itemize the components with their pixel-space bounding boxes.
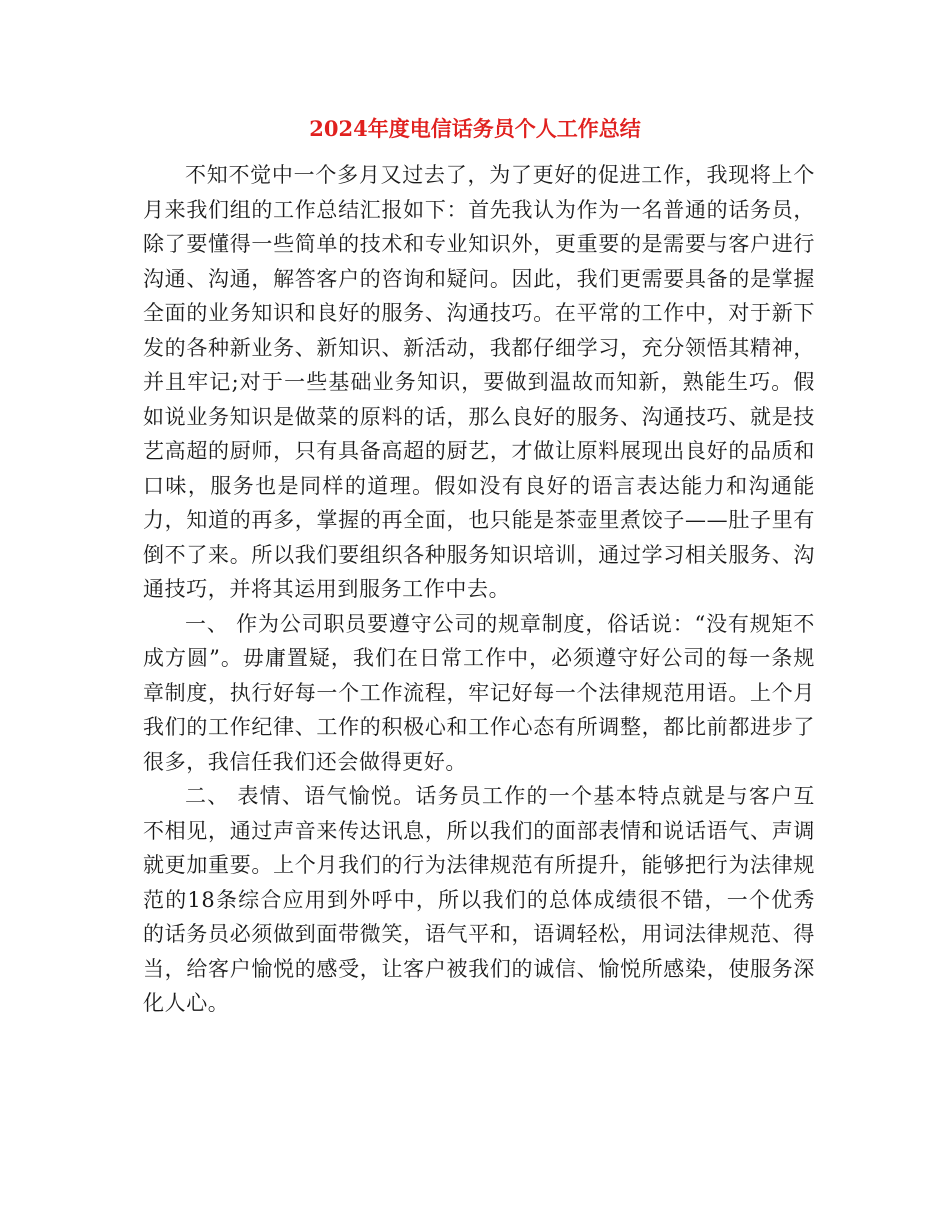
paragraph-section-one: 一、 作为公司职员要遵守公司的规章制度，俗话说：“没有规矩不成方圆”。毋庸置疑，我们在日常工作中，必须遵守好公司的每一条规章制度，执行好每一个工作流程，牢记好每一个法律规范用语。上个月我们的工作纪律、工作的积极心和工作心态有所调整，都比前都进步了很多，我信任我们还会做得更好。 bbox=[143, 611, 815, 774]
paragraph-section-two: 二、 表情、语气愉悦。话务员工作的一个基本特点就是与客户互不相见，通过声音来传达讯息，所以我们的面部表情和说话语气、声调就更加重要。上个月我们的行为法律规范有所提升，能够把行为法律规范的18条综合应用到外呼中，所以我们的总体成绩很不错，一个优秀的话务员必须做到面带微笑，语气平和，语调轻松，用词法律规范、得当，给客户愉悦的感受，让客户被我们的诚信、愉悦所感染，使服务深化人心。 bbox=[143, 784, 815, 1015]
paragraph-intro: 不知不觉中一个多月又过去了，为了更好的促进工作，我现将上个月来我们组的工作总结汇报如下：首先我认为作为一名普通的话务员，除了要懂得一些简单的技术和专业知识外，更重要的是需要与客户进行沟通、沟通，解答客户的咨询和疑问。因此，我们更需要具备的是掌握全面的业务知识和良好的服务、沟通技巧。在平常的工作中，对于新下发的各种新业务、新知识、新活动，我都仔细学习，充分领悟其精神，并且牢记;对于一些基础业务知识，要做到温故而知新，熟能生巧。假如说业务知识是做菜的原料的话，那么良好的服务、沟通技巧、就是技艺高超的厨师，只有具备高超的厨艺，才做让原料展现出良好的品质和口味，服务也是同样的道理。假如没有良好的语言表达能力和沟通能力，知道的再多，掌握的再全面，也只能是茶壶里煮饺子——肚子里有倒不了来。所以我们要组织各种服务知识培训，通过学习相关服务、沟通技巧，并将其运用到服务工作中去。 bbox=[143, 163, 815, 601]
document-title: 2024年度电信话务员个人工作总结 bbox=[309, 116, 641, 141]
document-body bbox=[143, 158, 815, 1021]
